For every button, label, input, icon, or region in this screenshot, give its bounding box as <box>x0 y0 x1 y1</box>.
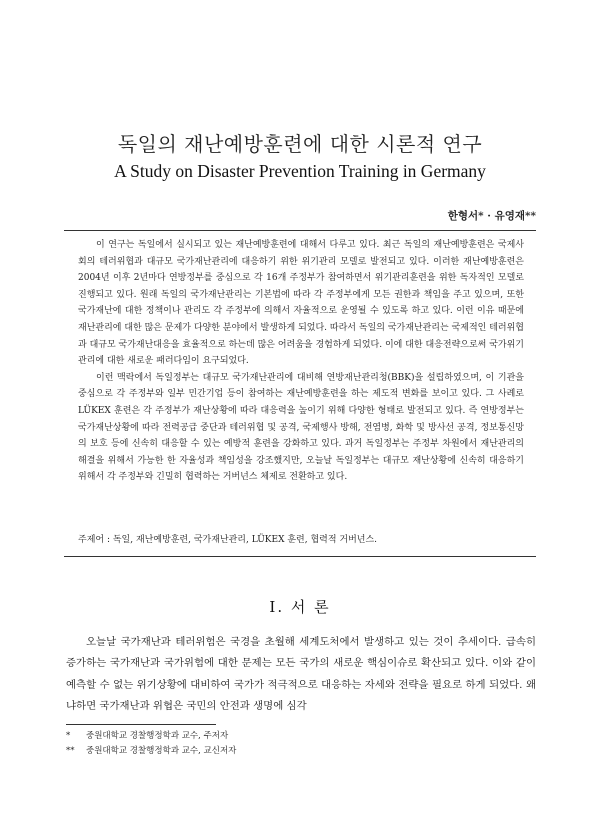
footnote-2-mark: ** <box>66 746 75 756</box>
footnote-1 <box>66 729 536 744</box>
section-heading-introduction: Ⅰ. 서 론 <box>269 598 331 616</box>
abstract-paragraph-1: 이 연구는 독일에서 실시되고 있는 재난예방훈련에 대해서 다루고 있다. 최근 독일의 재난예방훈련은 국제사회의 테러위협과 대규모 국가재난관리에 대응하기 위한 위기관리 모델로 발전되고 있다. 이러한 재난예방훈련은 2004년 이후 2년마다 연방정부를 중심으로 각 16개 주정부가 참여하면서 위기관리훈련을 위한 독자적인 모델로 진행되고 있다. 원래 독일의 국가재난관리는 기본법에 따라 각 주정부에게 모든 권한과 책임을 주고 있으며, 또한 국가재난에 대한 정책이나 관리도 각 주정부에 의해서 자율적으로 운영될 수 있도록 하고 있다. 이런 이유 때문에 재난관리에 대한 많은 문제가 다양한 분야에서 발생하게 되었다. 따라서 독일의 국가재난관리는 국제적인 테러위협과 대규모 국가재난대응을 효율적으로 하는데 많은 어려움을 경험하게 되었다. 이에 대한 대응전략으로써 국가위기관리에 대한 새로운 패러다임이 요구되었다. <box>78 240 524 367</box>
footnote-1-text: 중원대학교 경찰행정학과 교수, 주저자 <box>86 731 229 741</box>
abstract-paragraph-2: 이런 맥락에서 독일정부는 대규모 국가재난관리에 대비해 연방재난관리청(BBK)을 설립하였으며, 이 기관을 중심으로 각 주정부와 일부 민간기업 등이 참여하는 재난예방훈련을 하는 제도적 변화를 보이고 있다. 그 사례로 LÜKEX 훈련은 각 주정부가 재난상황에 따라 대응력을 높이기 위해 다양한 형태로 발전되고 있다. 즉 연방정부는 국가재난상황에 따라 전력공급 중단과 테러위협 및 공격, 국제행사 방해, 전염병, 화학 및 방사선 공격, 정보통신망의 보호 등에 신속히 대응할 수 있는 예방적 훈련을 강화하고 있다. 과거 독일정부는 주정부 차원에서 재난관리의 해결을 위해서 가능한 한 자율성과 책임성을 강조했지만, 오늘날 독일정부는 대규모 재난상황에 신속히 대응하기 위해서 각 주정부와 긴밀히 협력하는 거버넌스 체제로 전환하고 있다. <box>78 372 524 483</box>
footnote-2-text: 중원대학교 경찰행정학과 교수, 교신저자 <box>86 746 237 756</box>
abstract <box>78 237 524 486</box>
footnote-rule <box>66 724 216 725</box>
paper-title-korean: 독일의 재난예방훈련에 대한 시론적 연구 <box>117 132 483 156</box>
keywords: 주제어 : 독일, 재난예방훈련, 국가재난관리, LÜKEX 훈련, 협력적 거버넌스. <box>78 535 378 545</box>
footnote-1-mark: * <box>66 731 71 741</box>
authors: 한형서* · 유영재** <box>447 210 536 222</box>
footnotes <box>66 729 536 759</box>
paper-title-english: A Study on Disaster Prevention Training in Germany <box>114 161 486 181</box>
abstract-bottom-rule <box>64 556 536 557</box>
body-paragraph-1: 오늘날 국가재난과 테러위험은 국경을 초월해 세계도처에서 발생하고 있는 것이 추세이다. 급속히 증가하는 국가재난과 국가위험에 대한 문제는 모든 국가의 새로운 핵심이슈로 확산되고 있다. 이와 같이 예측할 수 없는 위기상황에 대비하여 국가가 적극적으로 대응하는 자세와 전략을 필요로 하게 되었다. 왜냐하면 국가재난과 위협은 국민의 안전과 생명에 심각 <box>66 636 536 712</box>
footnote-2 <box>66 744 536 759</box>
abstract-top-rule <box>64 230 536 231</box>
body-text <box>66 632 536 717</box>
